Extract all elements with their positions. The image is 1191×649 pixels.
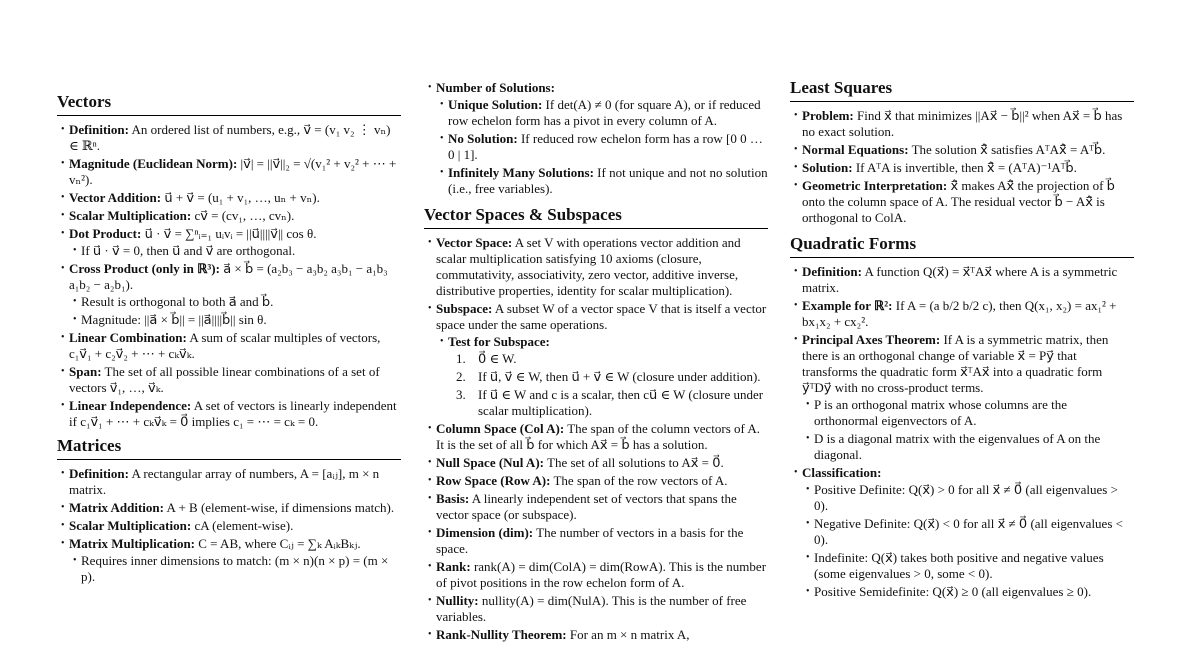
- term: Scalar Multiplication:: [69, 208, 192, 223]
- list-item: [57, 190, 401, 206]
- term: Normal Equations:: [802, 142, 909, 157]
- step-text: 0⃗ ∈ W.: [478, 351, 517, 366]
- description: A sum of scalar multiples of vectors, c₁v⃗₁ + c₂v⃗₂ + ⋯ + cₖv⃗ₖ.: [69, 330, 381, 361]
- sub-item: • Result is orthogonal to both a⃗ and b⃗.: [69, 294, 401, 310]
- column-3: [790, 78, 1134, 606]
- list-item: [57, 364, 401, 396]
- sub-item: • D is a diagonal matrix with the eigenvalues of A on the diagonal.: [802, 431, 1134, 463]
- term: Scalar Multiplication:: [69, 518, 192, 533]
- matrices-list: [57, 466, 401, 585]
- description: rank(A) = dim(ColA) = dim(RowA). This is the number of pivot positions in the row echelon form of A.: [436, 559, 767, 590]
- sub-list: [436, 97, 768, 197]
- list-item: [57, 466, 401, 498]
- description: nullity(A) = dim(NulA). This is the number of free variables.: [436, 593, 747, 624]
- term: Problem:: [802, 108, 854, 123]
- list-item: [790, 465, 1134, 600]
- description: If A is a symmetric matrix, then there is an orthogonal change of variable x⃗ = Py⃗ that transforms the quadratic form x⃗ᵀAx⃗ into a quadratic form y⃗ᵀDy⃗ with no cross-product terms.: [802, 332, 1109, 395]
- numbered-item: [448, 351, 768, 367]
- sub-item: • Indefinite: Q(x⃗) takes both positive and negative values (some eigenvalues > 0, some < 0).: [802, 550, 1134, 582]
- description: A + B (element-wise, if dimensions match).: [166, 500, 395, 515]
- section-heading: Vector Spaces & Subspaces: [424, 205, 768, 229]
- sub-item: [436, 334, 768, 419]
- description: If det(A) ≠ 0 (for square A), or if reduced row echelon form has a pivot in every column of A.: [448, 97, 761, 128]
- numbered-item: [448, 369, 768, 385]
- term: Dimension (dim):: [436, 525, 534, 540]
- sub-list: [69, 294, 401, 328]
- list-item: [790, 108, 1134, 140]
- term: Principal Axes Theorem:: [802, 332, 941, 347]
- list-item: [57, 122, 401, 154]
- sub-item: • Requires inner dimensions to match: (m × n)(n × p) = (m × p).: [69, 553, 401, 585]
- term: Geometric Interpretation:: [802, 178, 948, 193]
- sub-item: [436, 165, 768, 197]
- section-heading: Vectors: [57, 92, 401, 116]
- term: Rank-Nullity Theorem:: [436, 627, 567, 642]
- column-1: [57, 92, 401, 591]
- step-number: 1.: [456, 351, 466, 366]
- description: The span of the row vectors of A.: [553, 473, 728, 488]
- section-heading: Matrices: [57, 436, 401, 460]
- description: A linearly independent set of vectors that spans the vector space (or subspace).: [436, 491, 737, 522]
- term: Linear Independence:: [69, 398, 192, 413]
- term: Basis:: [436, 491, 470, 506]
- term: Definition:: [69, 122, 129, 137]
- term: Matrix Multiplication:: [69, 536, 196, 551]
- term: Subspace:: [436, 301, 493, 316]
- list-item: [424, 301, 768, 419]
- description: The span of the column vectors of A. It is the set of all b⃗ for which Ax⃗ = b⃗ has a solution.: [436, 421, 761, 452]
- section-heading: Quadratic Forms: [790, 234, 1134, 258]
- list-item: [57, 156, 401, 188]
- term: Row Space (Row A):: [436, 473, 551, 488]
- list-item: [424, 525, 768, 557]
- sub-list: [436, 334, 768, 419]
- section-least-squares: [790, 78, 1134, 226]
- sub-item: [436, 97, 768, 129]
- vector-spaces-list: [424, 235, 768, 643]
- description: The solution x̂⃗ satisfies AᵀAx̂⃗ = Aᵀb⃗.: [911, 142, 1106, 157]
- step-text: If u⃗ ∈ W and c is a scalar, then cu⃗ ∈ W (closure under scalar multiplication).: [478, 387, 764, 418]
- term: Vector Space:: [436, 235, 513, 250]
- step-number: 3.: [456, 387, 466, 402]
- list-item: [424, 235, 768, 299]
- description: A set of vectors is linearly independent if c₁v⃗₁ + ⋯ + cₖv⃗ₖ = 0⃗ implies c₁ = ⋯ = cₖ = 0.: [69, 398, 397, 429]
- sub-item: • P is an orthogonal matrix whose columns are the orthonormal eigenvectors of A.: [802, 397, 1134, 429]
- list-item: [57, 226, 401, 259]
- description: Find x⃗ that minimizes ||Ax⃗ − b⃗||² when Ax⃗ = b⃗ has no exact solution.: [802, 108, 1123, 139]
- sub-list: [802, 397, 1134, 463]
- description: A rectangular array of numbers, A = [aᵢⱼ], m × n matrix.: [69, 466, 380, 497]
- sub-item: • If u⃗ · v⃗ = 0, then u⃗ and v⃗ are orthogonal.: [69, 243, 401, 259]
- list-item: [57, 518, 401, 534]
- term: Null Space (Nul A):: [436, 455, 544, 470]
- list-item: [57, 330, 401, 362]
- description: a⃗ × b⃗ = (a₂b₃ − a₃b₂ a₃b₁ − a₁b₃ a₁b₂ − a₂b₁).: [69, 261, 388, 292]
- list-item: [57, 261, 401, 328]
- description: An ordered list of numbers, e.g., v⃗ = (v₁ v₂ ⋮ vₙ) ∈ ℝⁿ.: [69, 122, 391, 153]
- numbered-list: [448, 351, 768, 419]
- term: Cross Product (only in ℝ³):: [69, 261, 220, 276]
- term: Nullity:: [436, 593, 479, 608]
- term: Magnitude (Euclidean Norm):: [69, 156, 238, 171]
- term: Rank:: [436, 559, 471, 574]
- description: C = AB, where Cᵢⱼ = ∑ₖ AᵢₖBₖⱼ.: [198, 536, 361, 551]
- term: Dot Product:: [69, 226, 142, 241]
- description: The number of vectors in a basis for the space.: [436, 525, 744, 556]
- description: cv⃗ = (cv₁, …, cvₙ).: [194, 208, 295, 223]
- section-matrices: [57, 436, 401, 585]
- description: |v⃗| = ||v⃗||₂ = √(v₁² + v₂² + ⋯ + vₙ²).: [69, 156, 397, 187]
- list-item: [790, 264, 1134, 296]
- sub-item: • Magnitude: ||a⃗ × b⃗|| = ||a⃗||||b⃗|| sin θ.: [69, 312, 401, 328]
- sub-list: [802, 482, 1134, 600]
- description: For an m × n matrix A,: [569, 627, 690, 642]
- step-text: If u⃗, v⃗ ∈ W, then u⃗ + v⃗ ∈ W (closure under addition).: [478, 369, 761, 384]
- list-item: [424, 455, 768, 471]
- list-item: [790, 142, 1134, 158]
- term: Column Space (Col A):: [436, 421, 565, 436]
- section-quadratic-forms: [790, 234, 1134, 600]
- sub-item: • Positive Definite: Q(x⃗) > 0 for all x⃗ ≠ 0⃗ (all eigenvalues > 0).: [802, 482, 1134, 514]
- list-item: [57, 500, 401, 516]
- section-vector-spaces: [424, 205, 768, 643]
- sub-list: [69, 243, 401, 259]
- list-item: [424, 559, 768, 591]
- term: Classification:: [802, 465, 882, 480]
- list-item: [424, 473, 768, 489]
- term: Definition:: [69, 466, 129, 481]
- list-item: [790, 160, 1134, 176]
- description: If reduced row echelon form has a row [0 0 … 0 | 1].: [448, 131, 763, 162]
- section-vectors: [57, 92, 401, 430]
- list-item: [424, 627, 768, 643]
- term: Number of Solutions:: [436, 80, 555, 95]
- numbered-item: [448, 387, 768, 419]
- description: x̂⃗ makes Ax̂⃗ the projection of b⃗ onto the column space of A. The residual vector b⃗ − Ax̂⃗ is orthogonal to ColA.: [802, 178, 1115, 225]
- description: u⃗ + v⃗ = (u₁ + v₁, …, uₙ + vₙ).: [164, 190, 320, 205]
- description: u⃗ · v⃗ = ∑ⁿᵢ₌₁ uᵢvᵢ = ||u⃗||||v⃗|| cos θ.: [144, 226, 317, 241]
- term: Unique Solution:: [448, 97, 543, 112]
- list-item: [424, 421, 768, 453]
- list-item: [57, 536, 401, 585]
- description: A function Q(x⃗) = x⃗ᵀAx⃗ where A is a symmetric matrix.: [802, 264, 1118, 295]
- section-heading: Least Squares: [790, 78, 1134, 102]
- column-2: [424, 80, 768, 649]
- term: Test for Subspace:: [448, 334, 550, 349]
- sub-item: [436, 131, 768, 163]
- term: Solution:: [802, 160, 853, 175]
- description: If A = (a b/2 b/2 c), then Q(x₁, x₂) = ax₁² + bx₁x₂ + cx₂².: [802, 298, 1117, 329]
- solutions-list: [424, 80, 768, 197]
- description: A set V with operations vector addition and scalar multiplication satisfying 10 axioms (closure, commutativity, associativity, zero vector, additive inverse, distributive properties, identity for scalar multiplication).: [436, 235, 741, 298]
- term: Vector Addition:: [69, 190, 162, 205]
- least-squares-list: [790, 108, 1134, 226]
- list-item: [790, 332, 1134, 463]
- term: No Solution:: [448, 131, 518, 146]
- term: Example for ℝ²:: [802, 298, 893, 313]
- description: If not unique and not no solution (i.e., free variables).: [448, 165, 768, 196]
- term: Matrix Addition:: [69, 500, 164, 515]
- term: Infinitely Many Solutions:: [448, 165, 594, 180]
- description: The set of all solutions to Ax⃗ = 0⃗.: [547, 455, 724, 470]
- description: A subset W of a vector space V that is itself a vector space under the same operations.: [436, 301, 767, 332]
- sub-list: [69, 553, 401, 585]
- description: cA (element-wise).: [194, 518, 294, 533]
- sub-item: • Positive Semidefinite: Q(x⃗) ≥ 0 (all eigenvalues ≥ 0).: [802, 584, 1134, 600]
- term: Linear Combination:: [69, 330, 187, 345]
- list-item: [424, 491, 768, 523]
- vectors-list: [57, 122, 401, 430]
- description: If AᵀA is invertible, then x̂⃗ = (AᵀA)⁻¹Aᵀb⃗.: [855, 160, 1077, 175]
- step-number: 2.: [456, 369, 466, 384]
- description: The set of all possible linear combinations of a set of vectors v⃗₁, …, v⃗ₖ.: [69, 364, 380, 395]
- term: Span:: [69, 364, 102, 379]
- list-item: [790, 298, 1134, 330]
- quadratic-forms-list: [790, 264, 1134, 600]
- list-item: [424, 80, 768, 197]
- list-item: [424, 593, 768, 625]
- list-item: [790, 178, 1134, 226]
- sub-item: • Negative Definite: Q(x⃗) < 0 for all x⃗ ≠ 0⃗ (all eigenvalues < 0).: [802, 516, 1134, 548]
- list-item: [57, 208, 401, 224]
- term: Definition:: [802, 264, 862, 279]
- list-item: [57, 398, 401, 430]
